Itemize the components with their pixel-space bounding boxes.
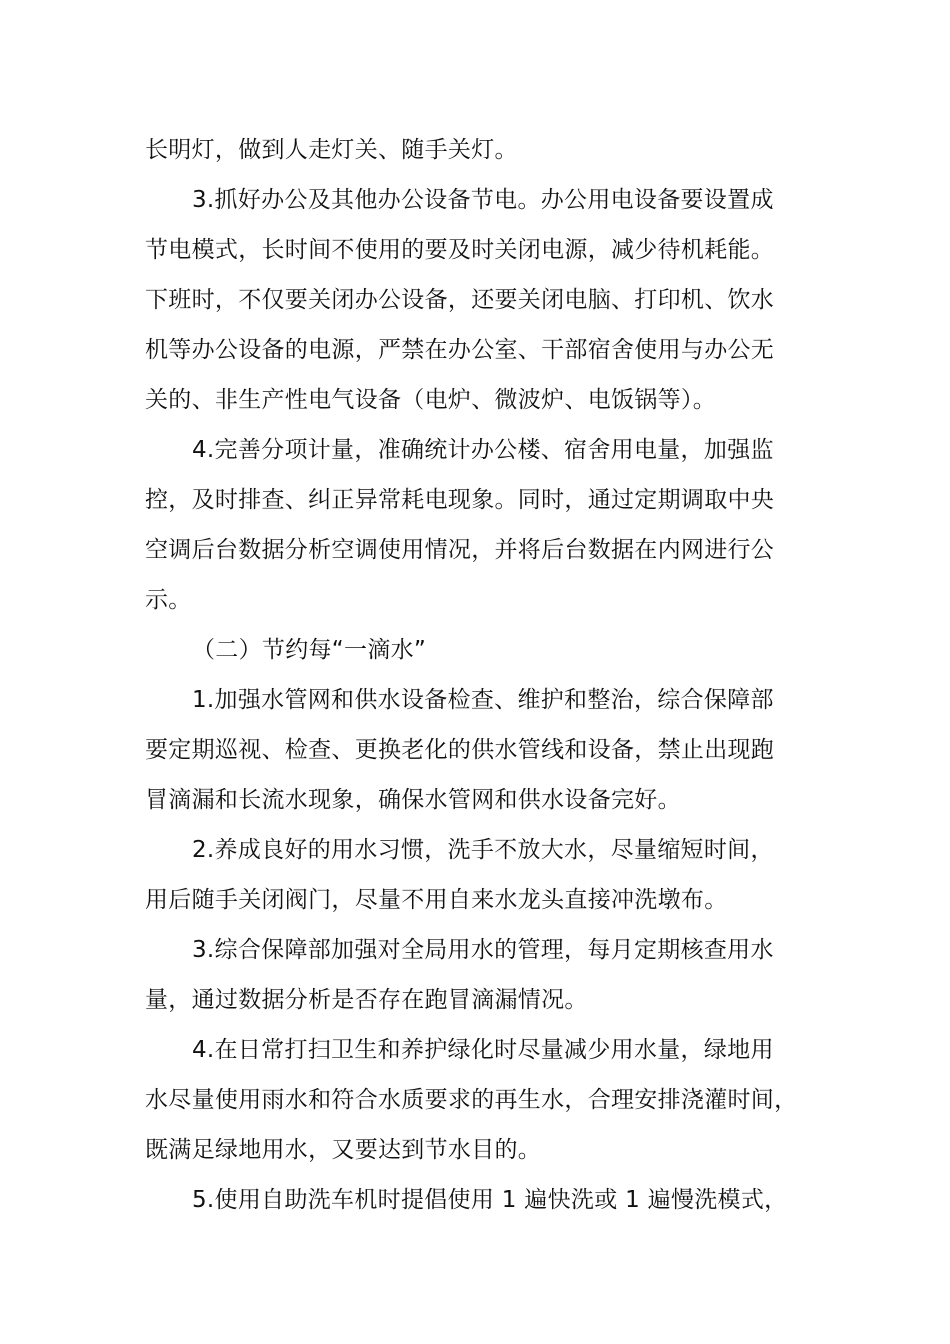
text-line-6: 关的、非生产性电气设备（电炉、微波炉、电饭锅等）。 <box>145 387 716 413</box>
text-line-17: 3.综合保障部加强对全局用水的管理，每月定期核查用水 <box>192 937 774 963</box>
text-line-7: 4.完善分项计量，准确统计办公楼、宿舍用电量，加强监 <box>192 437 774 463</box>
text-line-12: 1.加强水管网和供水设备检查、维护和整治，综合保障部 <box>192 687 774 713</box>
text-line-9: 空调后台数据分析空调使用情况，并将后台数据在内网进行公 <box>145 537 775 563</box>
text-line-15: 2.养成良好的用水习惯，洗手不放大水，尽量缩短时间， <box>192 837 774 863</box>
text-line-22: 5.使用自助洗车机时提倡使用 1 遍快洗或 1 遍慢洗模式， <box>192 1187 788 1213</box>
text-line-10: 示。 <box>145 587 192 613</box>
text-line-20: 水尽量使用雨水和符合水质要求的再生水，合理安排浇灌时间， <box>145 1087 798 1113</box>
text-line-8: 控，及时排查、纠正异常耗电现象。同时，通过定期调取中央 <box>145 487 775 513</box>
text-line-3: 节电模式，长时间不使用的要及时关闭电源，减少待机耗能。 <box>145 237 775 263</box>
text-line-16: 用后随手关闭阀门，尽量不用自来水龙头直接冲洗墩布。 <box>145 887 728 913</box>
text-line-5: 机等办公设备的电源，严禁在办公室、干部宿舍使用与办公无 <box>145 337 775 363</box>
text-line-1: 长明灯，做到人走灯关、随手关灯。 <box>145 137 518 163</box>
section-heading-water: （二）节约每“一滴水” <box>192 637 427 663</box>
text-line-14: 冒滴漏和长流水现象，确保水管网和供水设备完好。 <box>145 787 681 813</box>
text-line-4: 下班时，不仅要关闭办公设备，还要关闭电脑、打印机、饮水 <box>145 287 775 313</box>
text-line-2: 3.抓好办公及其他办公设备节电。办公用电设备要设置成 <box>192 187 774 213</box>
text-line-13: 要定期巡视、检查、更换老化的供水管线和设备，禁止出现跑 <box>145 737 775 763</box>
text-line-18: 量，通过数据分析是否存在跑冒滴漏情况。 <box>145 987 588 1013</box>
text-line-19: 4.在日常打扫卫生和养护绿化时尽量减少用水量，绿地用 <box>192 1037 774 1063</box>
text-line-21: 既满足绿地用水，又要达到节水目的。 <box>145 1137 542 1163</box>
